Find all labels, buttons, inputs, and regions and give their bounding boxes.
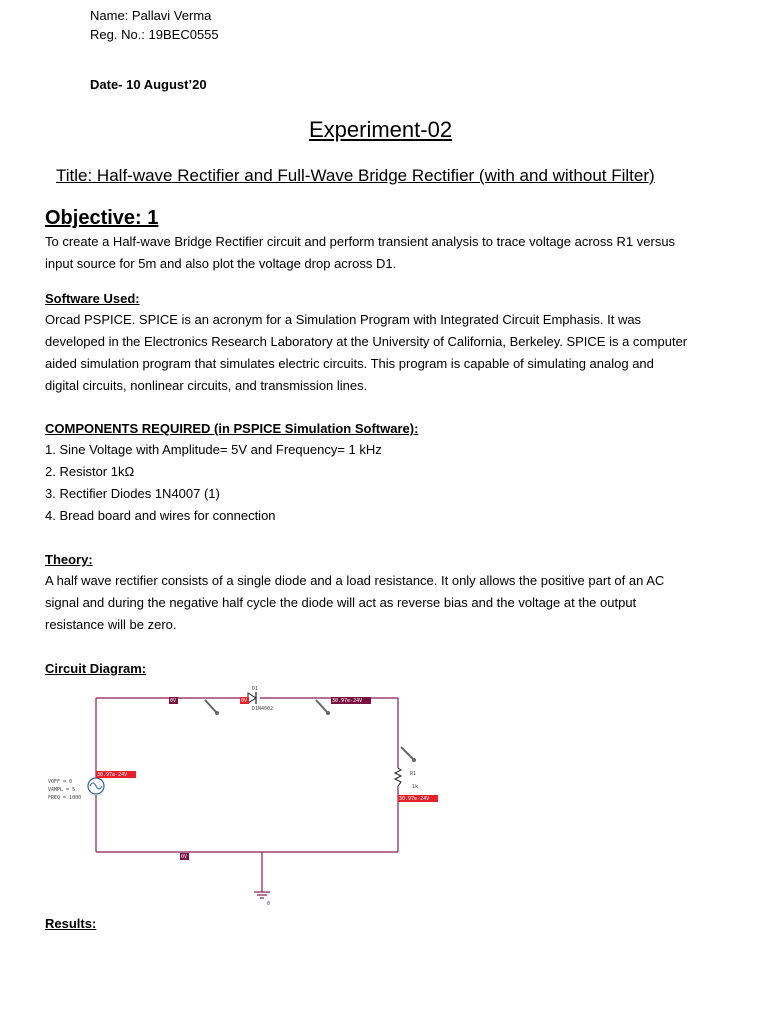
theory-line: resistance will be zero.	[45, 617, 177, 632]
software-line: developed in the Electronics Research Laboratory at the University of California, Berkeley. SPICE is a computer	[45, 334, 688, 349]
probe-icon	[316, 700, 330, 715]
voltage-tag	[169, 697, 178, 704]
probe-icon	[205, 700, 219, 715]
results-heading: Results:	[45, 916, 97, 931]
diode-ref: D1	[252, 686, 259, 692]
svg-text:0V: 0V	[241, 698, 248, 704]
ground-symbol	[254, 892, 270, 907]
diode-model: D1N4002	[252, 706, 274, 712]
objective-line: input source for 5m and also plot the voltage drop across D1.	[45, 256, 397, 271]
source-param: FREQ = 1000	[48, 795, 82, 801]
components-list	[45, 439, 382, 527]
objective-text	[45, 231, 675, 275]
student-name: Name: Pallavi Verma	[90, 8, 212, 23]
voltage-probes	[205, 700, 416, 762]
component-item: 4. Bread board and wires for connection	[45, 508, 276, 523]
components-heading: COMPONENTS REQUIRED (in PSPICE Simulation Software):	[45, 421, 419, 436]
svg-text:0V: 0V	[181, 854, 188, 860]
software-heading: Software Used:	[45, 291, 140, 306]
registration-number: Reg. No.: 19BEC0555	[90, 27, 219, 42]
software-line: Orcad PSPICE. SPICE is an acronym for a Simulation Program with Integrated Circuit Emphasis. It was	[45, 312, 642, 327]
voltage-tag	[331, 697, 371, 704]
source-param: VOFF = 0	[48, 779, 73, 785]
resistor-ref: R1	[410, 771, 417, 777]
objective-heading: Objective: 1	[45, 207, 159, 229]
probe-icon	[401, 747, 416, 762]
resistor-value: 1k	[412, 784, 419, 790]
circuit-wires	[96, 698, 398, 892]
software-line: aided simulation program that simulates electric circuits. This program is capable of simulating analog and	[45, 356, 654, 371]
voltage-tag	[180, 853, 189, 860]
voltage-tag	[96, 771, 136, 778]
software-line: digital circuits, nonlinear circuits, and transmission lines.	[45, 378, 368, 393]
theory-heading: Theory:	[45, 552, 93, 567]
svg-text:0V: 0V	[170, 698, 177, 704]
component-item: 2. Resistor 1kΩ	[45, 464, 135, 479]
experiment-heading: Experiment-02	[309, 117, 453, 142]
software-text	[45, 309, 687, 397]
circuit-diagram	[40, 680, 460, 910]
theory-line: signal and during the negative half cycle the diode will act as reverse bias and the voltage at the output	[45, 595, 637, 610]
node-voltage-tags	[96, 697, 438, 860]
document-title: Title: Half-wave Rectifier and Full-Wave Bridge Rectifier (with and without Filter)	[56, 166, 655, 185]
diode-d1	[248, 686, 273, 712]
voltage-tag	[240, 697, 249, 704]
theory-text	[45, 570, 664, 636]
ground-label: 0	[267, 901, 271, 907]
source-param: VAMPL = 5	[48, 787, 76, 793]
circuit-heading: Circuit Diagram:	[45, 661, 147, 676]
component-item: 1. Sine Voltage with Amplitude= 5V and Frequency= 1 kHz	[45, 442, 382, 457]
objective-line: To create a Half-wave Bridge Rectifier circuit and perform transient analysis to trace voltage across R1 versus	[45, 234, 676, 249]
voltage-tag	[398, 795, 438, 802]
component-item: 3. Rectifier Diodes 1N4007 (1)	[45, 486, 220, 501]
theory-line: A half wave rectifier consists of a single diode and a load resistance. It only allows the positive part of an AC	[45, 573, 665, 588]
date: Date- 10 August’20	[90, 77, 207, 92]
svg-text:30.97e-24V: 30.97e-24V	[399, 796, 430, 802]
svg-text:30.97e-24V: 30.97e-24V	[97, 772, 128, 778]
svg-text:30.97e-24V: 30.97e-24V	[332, 698, 363, 704]
